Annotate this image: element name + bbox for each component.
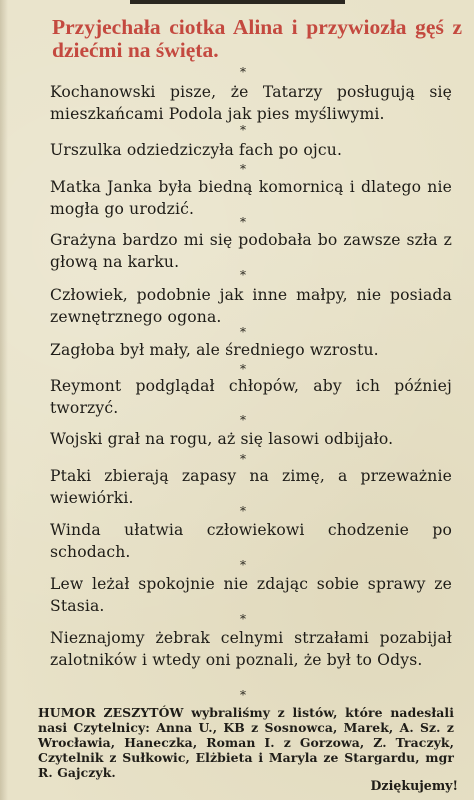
humor-item: Lew leżał spokojnie nie zdając sobie sprawy ze Stasia. — [50, 575, 452, 615]
credits-lead: HUMOR ZESZYTÓW — [38, 705, 184, 720]
humor-item: Człowiek, podobnie jak inne małpy, nie posiada zewnętrznego ogona. — [50, 286, 452, 326]
separator-star: * — [240, 162, 246, 176]
humor-item: Ptaki zbierają zapasy na zimę, a przeważnie wiewiórki. — [50, 467, 452, 507]
credits-text: wybraliśmy z listów, które nadesłali nasi Czytelnicy: Anna U., KB z Sosnowca, Marek, A. Sz. z Wrocławia, Haneczka, Roman I. z Gorzowa, Z. Traczyk, Czytelnik z Sułkowic, Elżbieta i Maryla ze Stargardu, mgr R. Gajczyk. — [38, 705, 454, 780]
humor-item: Urszulka odziedziczyła fach po ojcu. — [50, 141, 343, 159]
top-rule — [130, 0, 345, 4]
separator-star: * — [240, 362, 246, 376]
humor-item: Grażyna bardzo mi się podobała bo zawsze szła z głową na karku. — [50, 231, 452, 271]
humor-item: Matka Janka była biedną komornicą i dlatego nie mogła go urodzić. — [50, 178, 452, 218]
humor-item: Winda ułatwia człowiekowi chodzenie po schodach. — [50, 521, 452, 561]
signoff: Dziękujemy! — [370, 778, 458, 793]
separator-star: * — [240, 688, 246, 702]
separator-star: * — [240, 504, 246, 518]
separator-star: * — [240, 413, 246, 427]
separator-star: * — [240, 558, 246, 572]
humor-item: Reymont podglądał chłopów, aby ich później tworzyć. — [50, 377, 452, 417]
humor-item: Wojski grał na rogu, aż się lasowi odbijało. — [50, 430, 394, 448]
separator-star: * — [240, 65, 246, 79]
separator-star: * — [240, 612, 246, 626]
humor-item: Zagłoba był mały, ale średniego wzrostu. — [50, 341, 379, 359]
humor-item: Kochanowski pisze, że Tatarzy posługują się mieszkańcami Podola jak pies myśliwymi. — [50, 83, 452, 123]
headline: Przyjechała ciotka Alina i przywiozła gęś z dziećmi na święta. — [52, 15, 462, 62]
humor-item: Nieznajomy żebrak celnymi strzałami pozabijał zalotników i wtedy oni poznali, że był to Odys. — [50, 629, 452, 669]
separator-star: * — [240, 452, 246, 466]
paper-edge-shadow — [0, 0, 8, 800]
credits-note — [38, 705, 454, 780]
separator-star: * — [240, 123, 246, 137]
separator-star: * — [240, 215, 246, 229]
separator-star: * — [240, 268, 246, 282]
separator-star: * — [240, 325, 246, 339]
